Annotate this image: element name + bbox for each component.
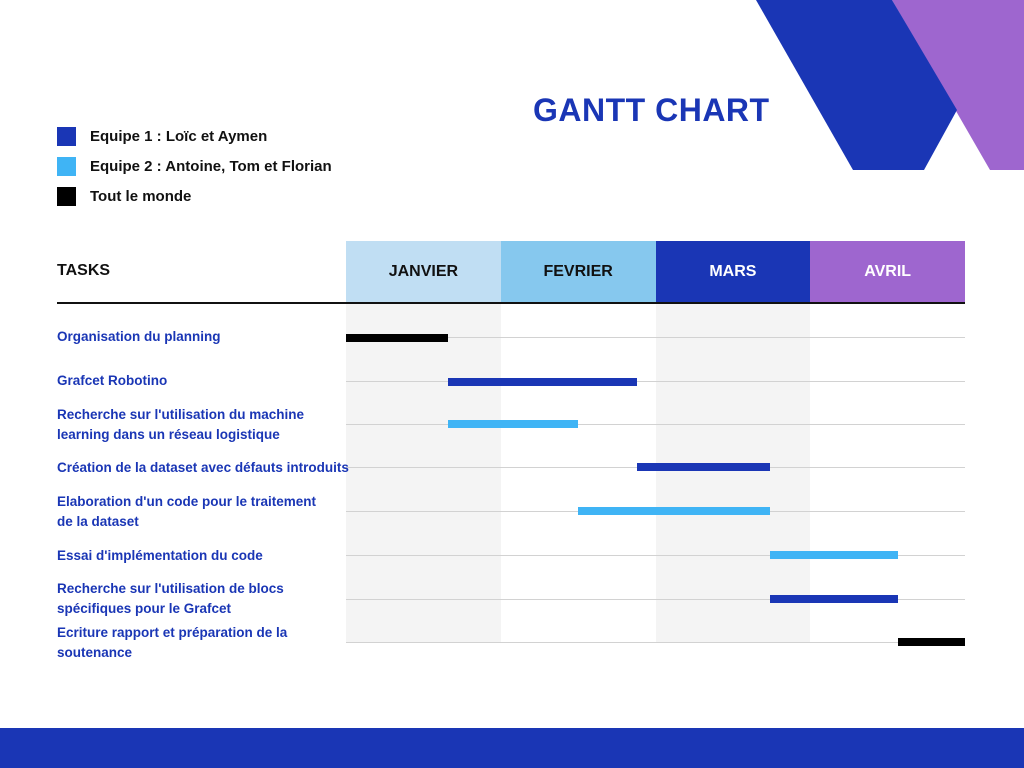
page-title: GANTT CHART bbox=[533, 92, 770, 128]
legend-swatch-team1 bbox=[57, 127, 76, 146]
month-column-bg-fevrier bbox=[501, 304, 656, 643]
month-header-avril: AVRIL bbox=[810, 241, 965, 303]
task-label: Ecriture rapport et préparation de la soutenance bbox=[57, 625, 288, 660]
row-gridline bbox=[346, 381, 965, 382]
month-column-bg-avril bbox=[810, 304, 965, 643]
month-header-mars: MARS bbox=[656, 241, 811, 303]
tasks-header: TASKS bbox=[57, 262, 111, 279]
task-label: Elaboration d'un code pour le traitement de la dataset bbox=[57, 494, 316, 529]
legend bbox=[57, 121, 332, 211]
task-label: Essai d'implémentation du code bbox=[57, 548, 263, 563]
task-label: Grafcet Robotino bbox=[57, 373, 168, 388]
legend-label-team1: Equipe 1 : Loïc et Aymen bbox=[90, 127, 268, 145]
task-bar bbox=[770, 551, 898, 559]
row-gridline bbox=[346, 642, 965, 643]
task-bar bbox=[637, 463, 770, 471]
task-bar bbox=[898, 638, 965, 646]
task-bar bbox=[578, 507, 770, 515]
footer-bar bbox=[0, 728, 1024, 768]
header-divider bbox=[57, 302, 965, 304]
task-label: Recherche sur l'utilisation du machine learning dans un réseau logistique bbox=[57, 407, 305, 442]
month-header-janvier: JANVIER bbox=[346, 241, 501, 303]
legend-label-everyone: Tout le monde bbox=[90, 187, 192, 205]
task-bar bbox=[770, 595, 898, 603]
task-bar bbox=[346, 334, 448, 342]
task-label: Recherche sur l'utilisation de blocs spécifiques pour le Grafcet bbox=[57, 581, 284, 616]
task-label: Organisation du planning bbox=[57, 329, 221, 344]
task-bar bbox=[448, 420, 578, 428]
legend-label-team2: Equipe 2 : Antoine, Tom et Florian bbox=[90, 157, 332, 175]
legend-swatch-everyone bbox=[57, 187, 76, 206]
task-bar bbox=[448, 378, 637, 386]
task-label: Création de la dataset avec défauts introduits bbox=[57, 460, 349, 475]
legend-swatch-team2 bbox=[57, 157, 76, 176]
legend-item-team1 bbox=[57, 121, 332, 151]
month-column-bg-mars bbox=[656, 304, 811, 643]
row-gridline bbox=[346, 424, 965, 425]
legend-item-team2 bbox=[57, 151, 332, 181]
legend-item-everyone bbox=[57, 181, 332, 211]
month-header-fevrier: FEVRIER bbox=[501, 241, 656, 303]
month-column-bg-janvier bbox=[346, 304, 501, 643]
